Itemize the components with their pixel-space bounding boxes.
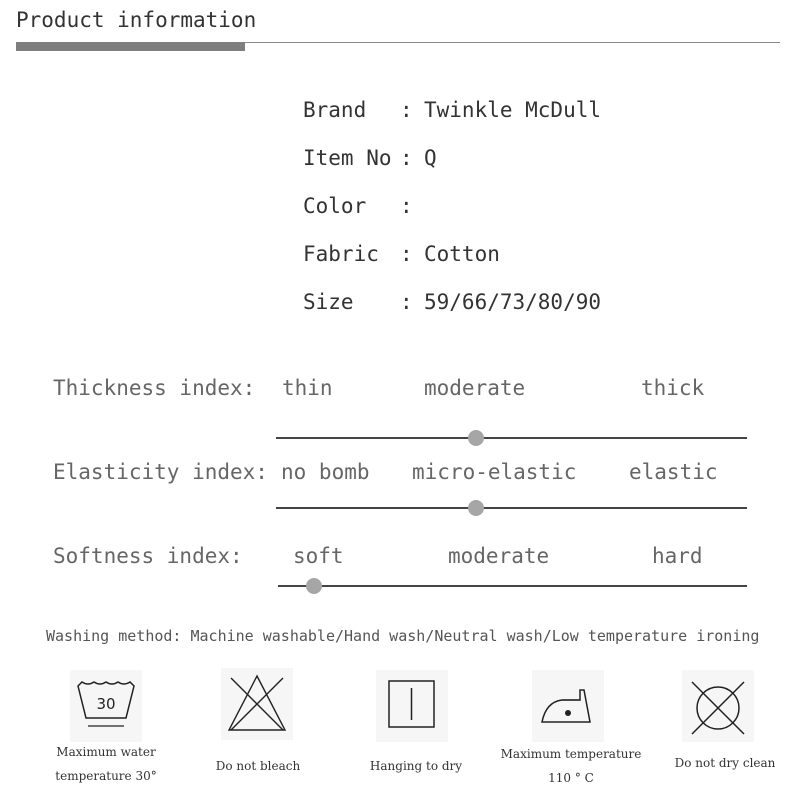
- spec-value-fabric: Cotton: [424, 242, 500, 266]
- elasticity-index-label: Elasticity index:: [53, 460, 268, 484]
- iron-caption: [496, 742, 646, 790]
- softness-option-moderate: moderate: [448, 544, 550, 568]
- softness-scale-marker: [306, 578, 322, 594]
- do-not-bleach-caption: [196, 754, 320, 778]
- spec-label-brand: Brand: [303, 98, 367, 122]
- do-not-bleach-icon: [221, 668, 293, 740]
- spec-label-color: Color: [303, 194, 367, 218]
- do-not-dry-clean-icon: [682, 670, 754, 742]
- thickness-option-thick: thick: [641, 376, 705, 400]
- spec-value-size: 59/66/73/80/90: [424, 290, 602, 314]
- thickness-index-label: Thickness index:: [53, 376, 256, 400]
- spec-label-item-no: Item No: [303, 146, 392, 170]
- washing-method-caption: Washing method: Machine washable/Hand wash/Neutral wash/Low temperature ironing: [46, 627, 760, 645]
- spec-label-fabric: Fabric: [303, 242, 379, 266]
- spec-value-item-no: Q: [424, 146, 437, 170]
- wash-30-caption-line: temperature 30°: [55, 769, 157, 783]
- thickness-scale-track: [276, 437, 747, 439]
- iron-icon: [532, 670, 604, 742]
- spec-colon: :: [400, 290, 413, 314]
- softness-scale-track: [278, 585, 747, 587]
- wash-30-caption: [44, 740, 168, 788]
- do-not-bleach-caption-line: Do not bleach: [215, 759, 301, 773]
- elasticity-option-elastic: elastic: [629, 460, 718, 484]
- page-title: Product information: [16, 8, 257, 32]
- hang-dry-icon: [376, 670, 448, 742]
- do-not-dry-clean-caption: [662, 751, 788, 775]
- wash-30-icon: [70, 670, 142, 742]
- iron-caption-line: Maximum temperature: [500, 747, 642, 761]
- spec-colon: :: [400, 194, 413, 218]
- title-accent-bar: [16, 42, 245, 51]
- wash-temperature-badge: 30: [96, 695, 116, 713]
- thickness-option-thin: thin: [282, 376, 333, 400]
- spec-value-brand: Twinkle McDull: [424, 98, 602, 122]
- spec-colon: :: [400, 242, 413, 266]
- do-not-dry-clean-caption-line: Do not dry clean: [674, 756, 776, 770]
- elasticity-option-micro-elastic: micro-elastic: [412, 460, 577, 484]
- wash-30-caption-line: Maximum water: [56, 745, 156, 759]
- softness-index-label: Softness index:: [53, 544, 243, 568]
- iron-caption-line: 110 ° C: [548, 771, 594, 785]
- softness-option-hard: hard: [652, 544, 703, 568]
- elasticity-scale-track: [276, 507, 747, 509]
- hang-dry-caption-line: Hanging to dry: [369, 759, 463, 773]
- hang-dry-caption: [354, 754, 478, 778]
- thickness-option-moderate: moderate: [424, 376, 526, 400]
- thickness-scale-marker: [468, 430, 484, 446]
- softness-option-soft: soft: [293, 544, 344, 568]
- elasticity-scale-marker: [468, 500, 484, 516]
- spec-label-size: Size: [303, 290, 354, 314]
- spec-colon: :: [400, 98, 413, 122]
- spec-colon: :: [400, 146, 413, 170]
- elasticity-option-no-bomb: no bomb: [281, 460, 370, 484]
